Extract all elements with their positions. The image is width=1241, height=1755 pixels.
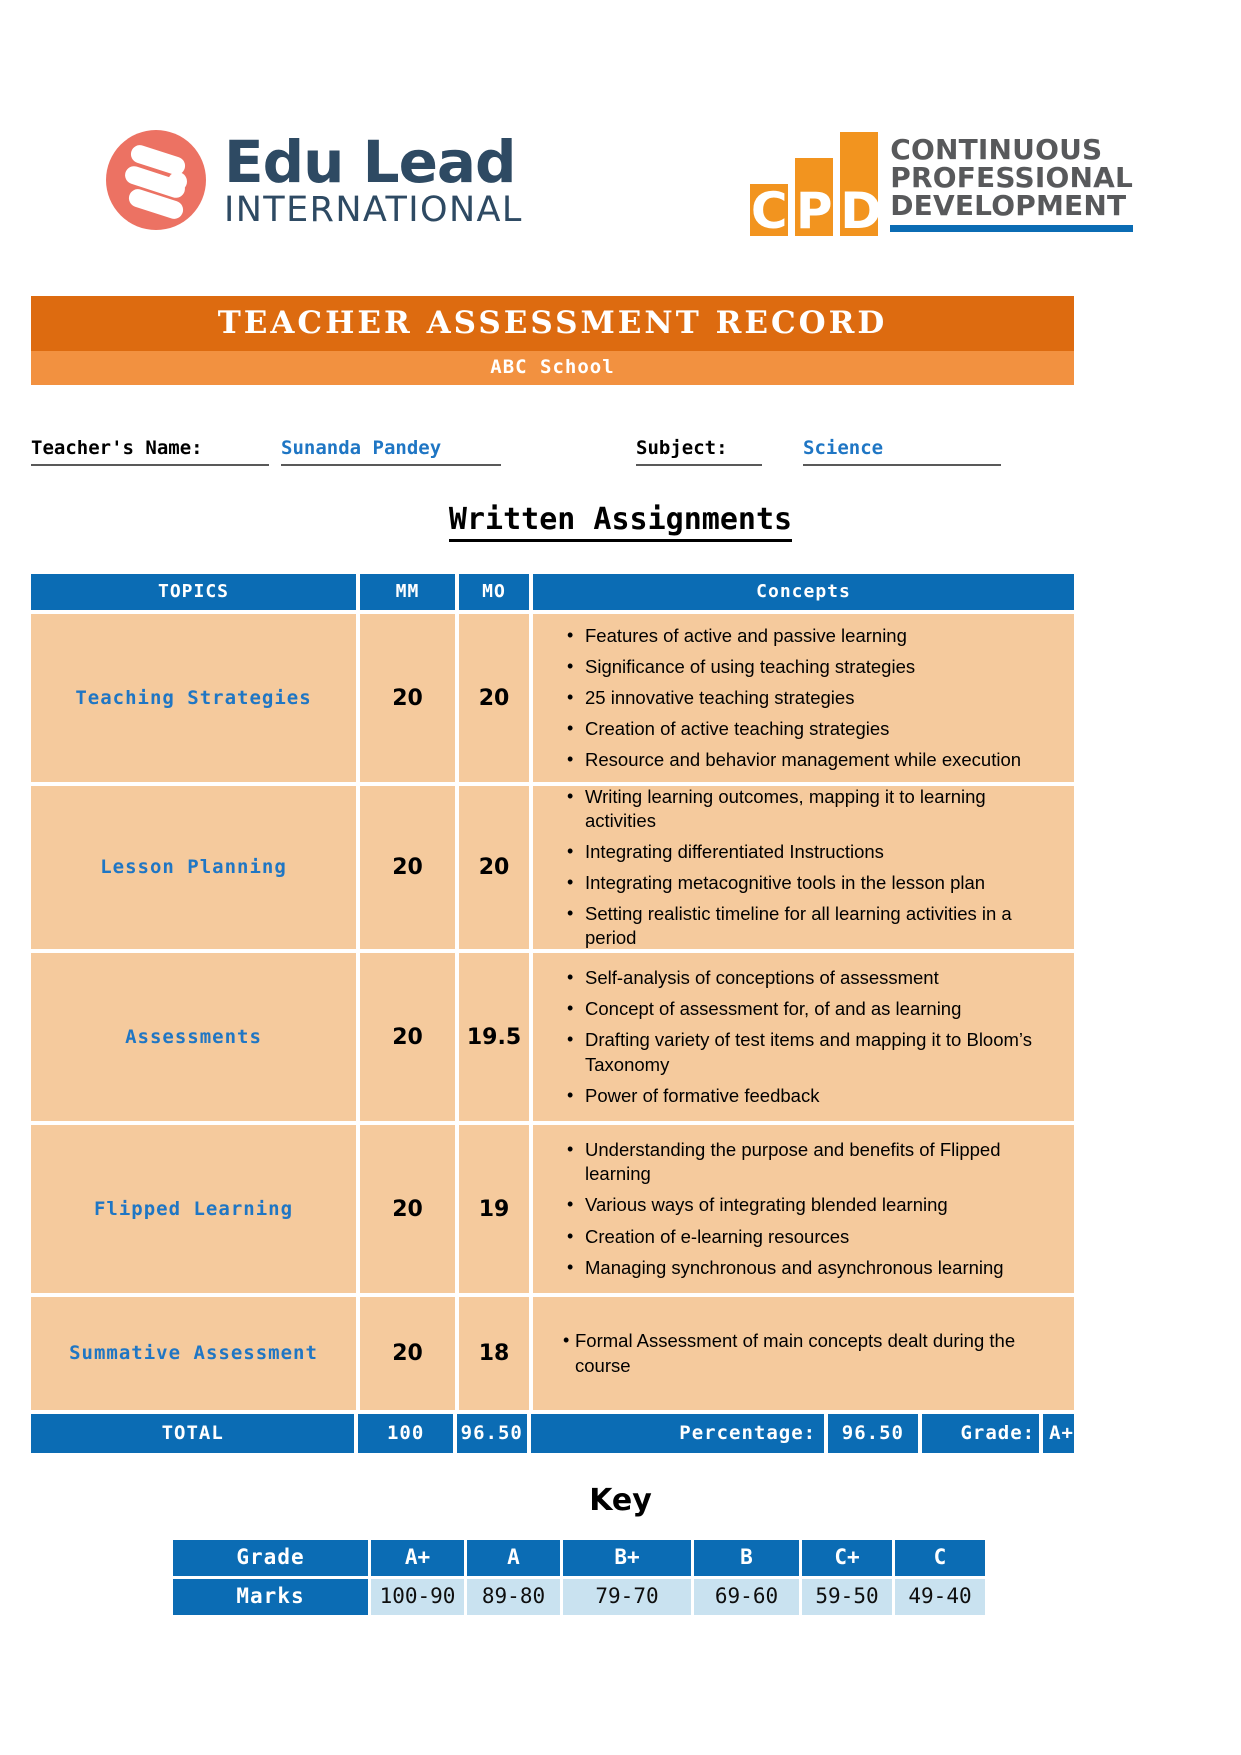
edulead-subname: INTERNATIONAL (224, 189, 523, 230)
topic-max-marks: 20 (392, 855, 423, 880)
key-grade-row (173, 1540, 1003, 1576)
concept-item: • Integrating differentiated Instructions (563, 836, 1060, 867)
topic-name: Flipped Learning (93, 1197, 294, 1220)
cpd-letter-p: P (795, 182, 833, 240)
concept-item: • 25 innovative teaching strategies (563, 682, 1060, 713)
key-title: Key (589, 1483, 652, 1518)
key-grade-cell: A+ (371, 1540, 464, 1576)
column-header-concepts: Concepts (756, 581, 851, 602)
column-header-mm: MM (395, 581, 420, 602)
concept-item: • Creation of active teaching strategies (563, 714, 1060, 745)
total-max-marks: 100 (358, 1414, 453, 1453)
cpd-letter-c: C (750, 182, 788, 240)
concept-item: • Power of formative feedback (563, 1080, 1060, 1111)
info-row (31, 437, 1074, 477)
table-header-row (31, 574, 1074, 610)
concepts-list (533, 963, 1074, 1111)
key-marks-cell: 79-70 (563, 1579, 691, 1615)
percentage-value: 96.50 (828, 1414, 918, 1453)
key-marks-cell: 100-90 (371, 1579, 464, 1615)
cpd-line-continuous: CONTINUOUS (890, 133, 1103, 166)
table-row (31, 1125, 1074, 1293)
topic-max-marks: 20 (392, 685, 423, 711)
table-row (31, 786, 1074, 949)
topic-max-marks: 20 (392, 1024, 423, 1050)
cpd-line-professional: PROFESSIONAL (890, 161, 1133, 194)
section-heading-text: Written Assignments (449, 502, 792, 542)
topic-marks-obtained: 19.5 (466, 1024, 522, 1050)
subject-label: Subject: (636, 437, 762, 466)
concept-item: • Creation of e-learning resources (563, 1221, 1060, 1252)
topic-marks-obtained: 18 (478, 1341, 510, 1366)
topic-max-marks: 20 (392, 1196, 423, 1222)
column-header-mo: MO (482, 581, 506, 602)
key-marks-cell: 49-40 (895, 1579, 985, 1615)
cpd-underline-rule (890, 225, 1133, 232)
cpd-bars-icon (750, 124, 882, 240)
concept-item: • Drafting variety of test items and mapping it to Bloom’s Taxonomy (563, 1025, 1060, 1080)
table-row (31, 614, 1074, 782)
cpd-line-development: DEVELOPMENT (890, 189, 1127, 222)
key-row-label-grade: Grade (173, 1540, 368, 1576)
percentage-label: Percentage: (531, 1414, 825, 1453)
topic-marks-obtained: 19 (478, 1196, 510, 1222)
key-marks-row (173, 1579, 1003, 1615)
teacher-name-label: Teacher's Name: (31, 437, 269, 466)
key-row-label-marks: Marks (173, 1579, 368, 1615)
key-grade-cell: B+ (563, 1540, 691, 1576)
section-heading (0, 502, 1241, 537)
topic-name: Teaching Strategies (75, 686, 312, 709)
key-marks-cell: 59-50 (802, 1579, 892, 1615)
concept-item: • Various ways of integrating blended learning (563, 1190, 1060, 1221)
cpd-logo (750, 124, 1133, 240)
cpd-letter-d: D (840, 182, 882, 240)
teacher-name-value[interactable]: Sunanda Pandey (281, 437, 501, 466)
key-grade-cell: C+ (802, 1540, 892, 1576)
concepts-list (533, 781, 1074, 953)
topic-name: Assessments (125, 1025, 262, 1048)
concept-item: • Integrating metacognitive tools in the lesson plan (563, 868, 1060, 899)
document-header (0, 0, 1241, 268)
column-header-topics: TOPICS (157, 581, 230, 602)
concepts-list (533, 1326, 1074, 1381)
concept-item: • Significance of using teaching strategies (563, 651, 1060, 682)
assessment-table (31, 574, 1074, 1453)
page-title: TEACHER ASSESSMENT RECORD (31, 296, 1074, 351)
concept-item: • Understanding the purpose and benefits of Flipped learning (563, 1135, 1060, 1190)
grade-value: A+ (1043, 1414, 1074, 1453)
key-table (173, 1540, 1003, 1618)
key-grade-cell: B (694, 1540, 799, 1576)
concepts-list (533, 620, 1074, 775)
concept-item: • Managing synchronous and asynchronous learning (563, 1252, 1060, 1283)
grade-label: Grade: (922, 1414, 1039, 1453)
edulead-name: Edu Lead (224, 127, 516, 196)
concept-item: • Writing learning outcomes, mapping it to learning activities (563, 781, 1060, 836)
title-banner (31, 296, 1074, 385)
concept-item: • Formal Assessment of main concepts dealt during the course (563, 1326, 1060, 1381)
key-marks-cell: 89-80 (467, 1579, 560, 1615)
subject-value[interactable]: Science (803, 437, 1001, 466)
total-label: TOTAL (31, 1414, 354, 1453)
topic-max-marks: 20 (392, 1341, 423, 1366)
topic-marks-obtained: 20 (478, 855, 510, 880)
total-marks-obtained: 96.50 (457, 1414, 527, 1453)
key-marks-cell: 69-60 (694, 1579, 799, 1615)
key-grade-cell: A (467, 1540, 560, 1576)
school-name: ABC School (31, 351, 1074, 385)
concept-item: • Setting realistic timeline for all learning activities in a period (563, 899, 1060, 954)
table-row (31, 1297, 1074, 1410)
edulead-logo (106, 127, 523, 230)
table-total-row (31, 1414, 1074, 1453)
topic-marks-obtained: 20 (478, 685, 510, 711)
concepts-list (533, 1135, 1074, 1283)
concept-item: • Resource and behavior management while execution (563, 745, 1060, 776)
topic-name: Lesson Planning (100, 856, 287, 879)
concept-item: • Features of active and passive learning (563, 620, 1060, 651)
key-grade-cell: C (895, 1540, 985, 1576)
concept-item: • Self-analysis of conceptions of assessment (563, 963, 1060, 994)
edulead-circle-logo-icon (106, 130, 206, 230)
concept-item: • Concept of assessment for, of and as learning (563, 994, 1060, 1025)
topic-name: Summative Assessment (69, 1342, 318, 1365)
table-row (31, 953, 1074, 1121)
